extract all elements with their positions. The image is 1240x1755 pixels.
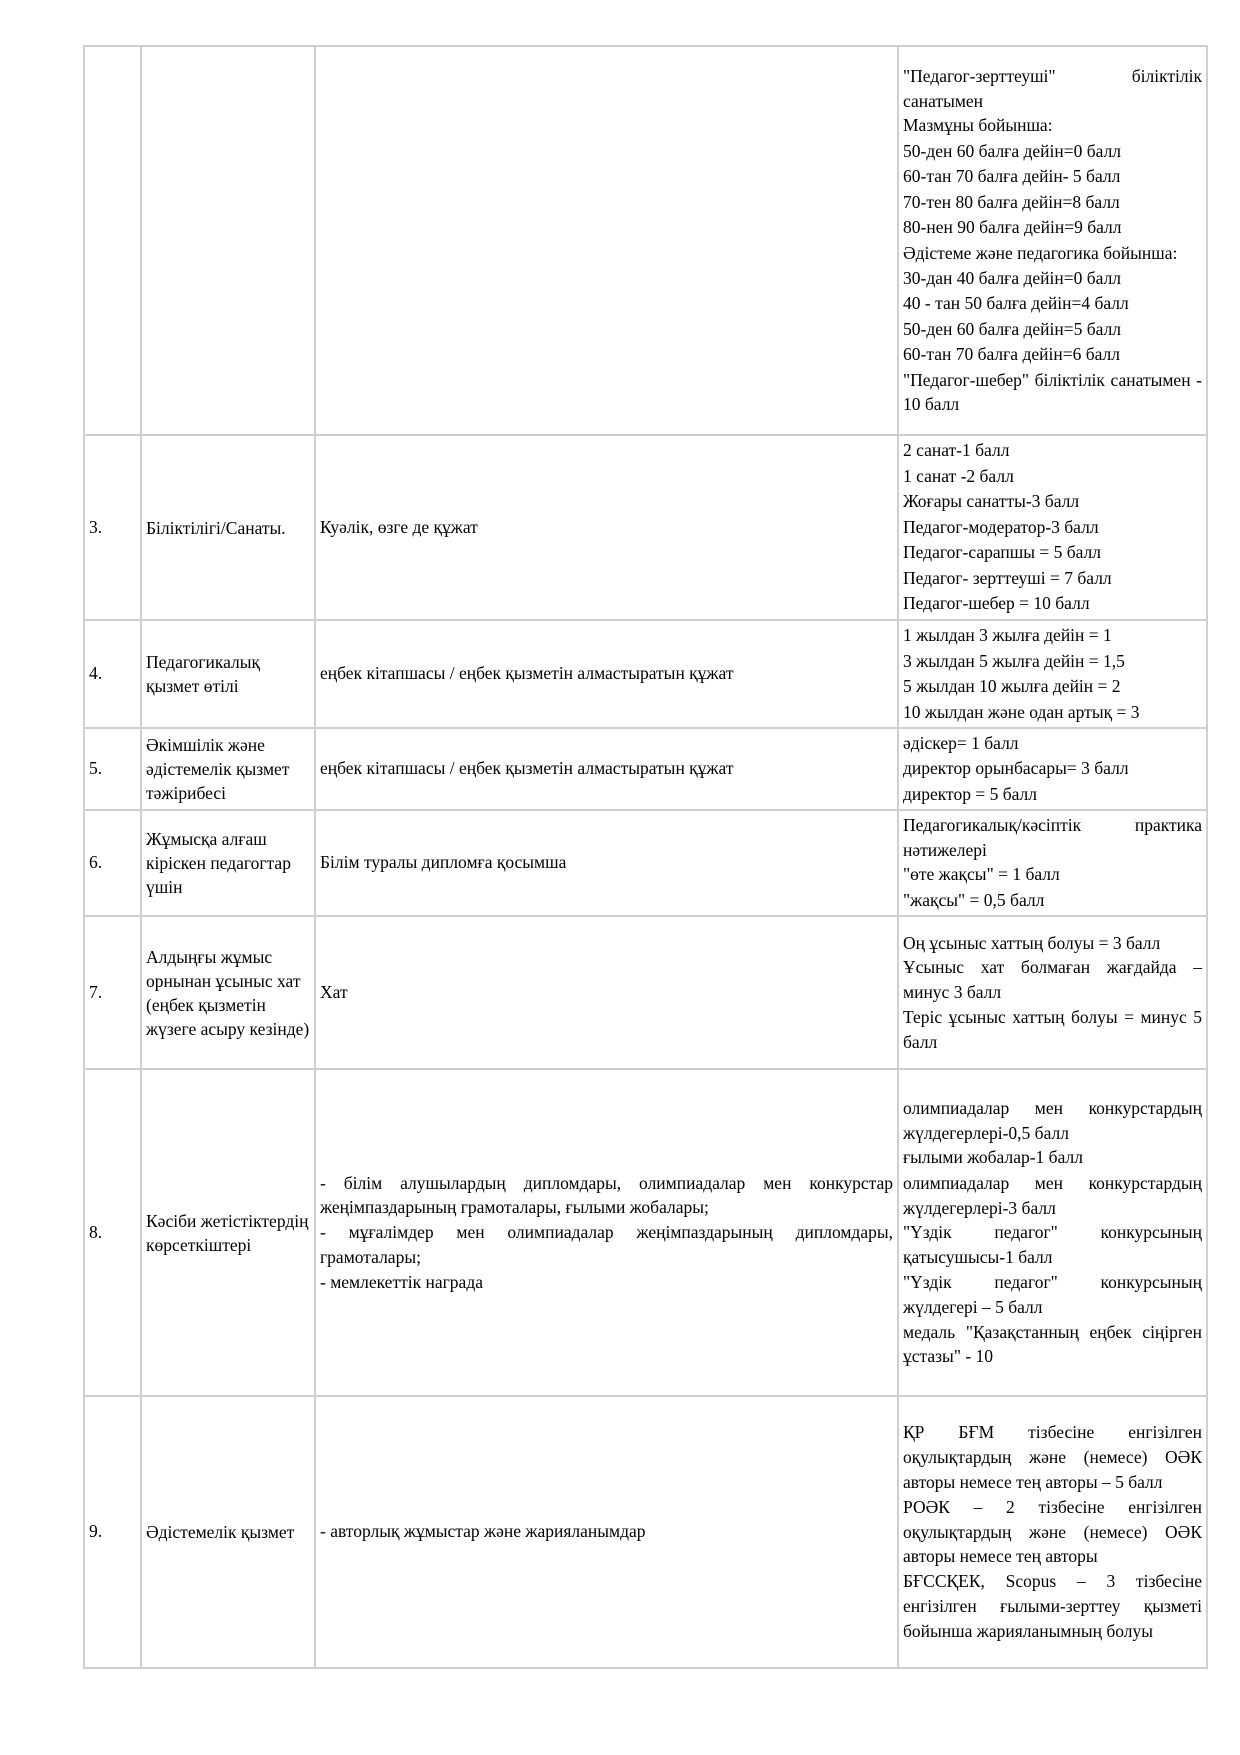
criterion-cell: Әдістемелік қызмет xyxy=(141,1396,315,1668)
score-line: ҚР БҒМ тізбесіне енгізілген оқулықтардың және (немесе) ОӘК авторы немесе тең авторы – 5 балл xyxy=(903,1422,1202,1492)
table-row xyxy=(84,435,1207,620)
score-line: медаль "Қазақстанның еңбек сіңірген ұстазы" - 10 xyxy=(903,1321,1202,1367)
criteria-table xyxy=(83,45,1208,1669)
document-cell: Хат xyxy=(315,916,898,1069)
row-number-cell: 9. xyxy=(84,1396,141,1668)
score-line: БҒССҚЕК, Scopus – 3 тізбесіне енгізілген ғылыми-зерттеу қызметі бойынша жарияланымның болуы xyxy=(903,1571,1202,1641)
score-cell xyxy=(898,810,1207,916)
table-row xyxy=(84,1069,1207,1396)
score-line: Жоғары санатты-3 балл xyxy=(903,491,1080,512)
score-line: олимпиадалар мен конкурстардың жүлдегерлері-0,5 балл xyxy=(903,1097,1202,1143)
score-line: 5 жылдан 10 жылға дейін = 2 xyxy=(903,676,1121,696)
table-row xyxy=(84,1396,1207,1668)
score-line: 10 жылдан және одан артық = 3 xyxy=(903,701,1140,722)
score-line: ғылыми жобалар-1 балл xyxy=(903,1147,1083,1168)
score-cell xyxy=(898,1396,1207,1668)
score-line: Педагог-сарапшы = 5 балл xyxy=(903,542,1102,563)
score-cell xyxy=(898,435,1207,620)
score-line: Педагог-модератор-3 балл xyxy=(903,516,1099,537)
score-line: "Үздік педагог" конкурсының қатысушысы-1 балл xyxy=(903,1222,1202,1268)
criterion-cell: Біліктілігі/Санаты. xyxy=(141,435,315,620)
score-cell xyxy=(898,728,1207,810)
criterion-cell: Алдыңғы жұмыс орнынан ұсыныс хат (еңбек қызметін жүзеге асыру кезінде) xyxy=(141,916,315,1069)
score-line: 3 жылдан 5 жылға дейін = 1,5 xyxy=(903,650,1125,671)
score-line: 50-ден 60 балға дейін=5 балл xyxy=(903,318,1122,339)
criterion-cell xyxy=(141,46,315,435)
score-line: "Үздік педагог" конкурсының жүлдегері – 5 балл xyxy=(903,1272,1202,1317)
score-line: Теріс ұсыныс хаттың болуы = минус 5 балл xyxy=(903,1006,1202,1052)
score-line: 30-дан 40 балға дейін=0 балл xyxy=(903,267,1122,288)
row-number-cell: 4. xyxy=(84,620,141,728)
score-line: Оң ұсыныс хаттың болуы = 3 балл xyxy=(903,932,1161,953)
score-line: әдіскер= 1 балл xyxy=(903,732,1019,753)
document-line: - білім алушылардың дипломдары, олимпиадалар мен конкурстар жеңімпаздарының грамоталары, ғылыми жобалары; xyxy=(320,1172,893,1218)
score-line: 1 жылдан 3 жылға дейін = 1 xyxy=(903,625,1112,645)
row-number-cell: 6. xyxy=(84,810,141,916)
score-line: 80-нен 90 балға дейін=9 балл xyxy=(903,217,1122,238)
document-cell: еңбек кітапшасы / еңбек қызметін алмастыратын құжат xyxy=(315,728,898,810)
score-line: РОӘК – 2 тізбесіне енгізілген оқулықтардың және (немесе) ОӘК авторы немесе тең авторы xyxy=(903,1496,1202,1567)
score-line: Педагогикалық/кәсіптік практика нәтижелері xyxy=(903,814,1202,860)
score-line: "Педагог-зерттеуші" біліктілік санатымен xyxy=(903,65,1202,111)
score-line: "өте жақсы" = 1 балл xyxy=(903,864,1060,885)
score-line: 40 - тан 50 балға дейін=4 балл xyxy=(903,293,1129,314)
document-cell: Куәлік, өзге де құжат xyxy=(315,435,898,620)
row-number-cell: 7. xyxy=(84,916,141,1069)
score-line: Ұсыныс хат болмаған жағдайда – минус 3 балл xyxy=(903,957,1202,1003)
score-line: Әдістеме және педагогика бойынша: xyxy=(903,242,1178,263)
score-line: директор = 5 балл xyxy=(903,783,1038,804)
table-row xyxy=(84,620,1207,728)
row-number-cell: 8. xyxy=(84,1069,141,1396)
table-row xyxy=(84,916,1207,1069)
criterion-cell: Жұмысқа алғаш кіріскен педагогтар үшін xyxy=(141,810,315,916)
score-cell xyxy=(898,620,1207,728)
score-line: 50-ден 60 балға дейін=0 балл xyxy=(903,140,1122,161)
score-line: директор орынбасары= 3 балл xyxy=(903,758,1129,779)
document-cell xyxy=(315,46,898,435)
score-cell xyxy=(898,1069,1207,1396)
table-row xyxy=(84,810,1207,916)
score-line: 60-тан 70 балға дейін- 5 балл xyxy=(903,166,1121,187)
score-cell xyxy=(898,916,1207,1069)
document-cell xyxy=(315,1069,898,1396)
row-number-cell: 5. xyxy=(84,728,141,810)
criterion-cell: Кәсіби жетістіктердің көрсеткіштері xyxy=(141,1069,315,1396)
row-number-cell xyxy=(84,46,141,435)
document-cell: еңбек кітапшасы / еңбек қызметін алмастыратын құжат xyxy=(315,620,898,728)
score-line: Педагог-шебер = 10 балл xyxy=(903,593,1090,614)
score-line: 70-тен 80 балға дейін=8 балл xyxy=(903,191,1120,212)
score-cell xyxy=(898,46,1207,435)
score-line: "жақсы" = 0,5 балл xyxy=(903,889,1045,910)
table-row xyxy=(84,728,1207,810)
criterion-cell: Педагогикалық қызмет өтілі xyxy=(141,620,315,728)
score-line: Педагог- зерттеуші = 7 балл xyxy=(903,567,1112,588)
document-cell: - авторлық жұмыстар және жарияланымдар xyxy=(315,1396,898,1668)
document-line: - мемлекеттік награда xyxy=(320,1271,483,1292)
score-line: 2 санат-1 балл xyxy=(903,440,1010,461)
row-number-cell: 3. xyxy=(84,435,141,620)
criterion-cell: Әкімшілік және әдістемелік қызмет тәжірибесі xyxy=(141,728,315,810)
score-line: 1 санат -2 балл xyxy=(903,465,1014,486)
document-line: - мұғалімдер мен олимпиадалар жеңімпаздарының дипломдары, грамоталары; xyxy=(320,1222,893,1267)
score-line: Мазмұны бойынша: xyxy=(903,115,1053,136)
score-line: "Педагог-шебер" біліктілік санатымен - 10 балл xyxy=(903,369,1202,415)
score-line: 60-тан 70 балға дейін=6 балл xyxy=(903,344,1120,365)
table-row xyxy=(84,46,1207,435)
document-cell: Білім туралы дипломға қосымша xyxy=(315,810,898,916)
score-line: олимпиадалар мен конкурстардың жүлдегерлері-3 балл xyxy=(903,1172,1202,1218)
